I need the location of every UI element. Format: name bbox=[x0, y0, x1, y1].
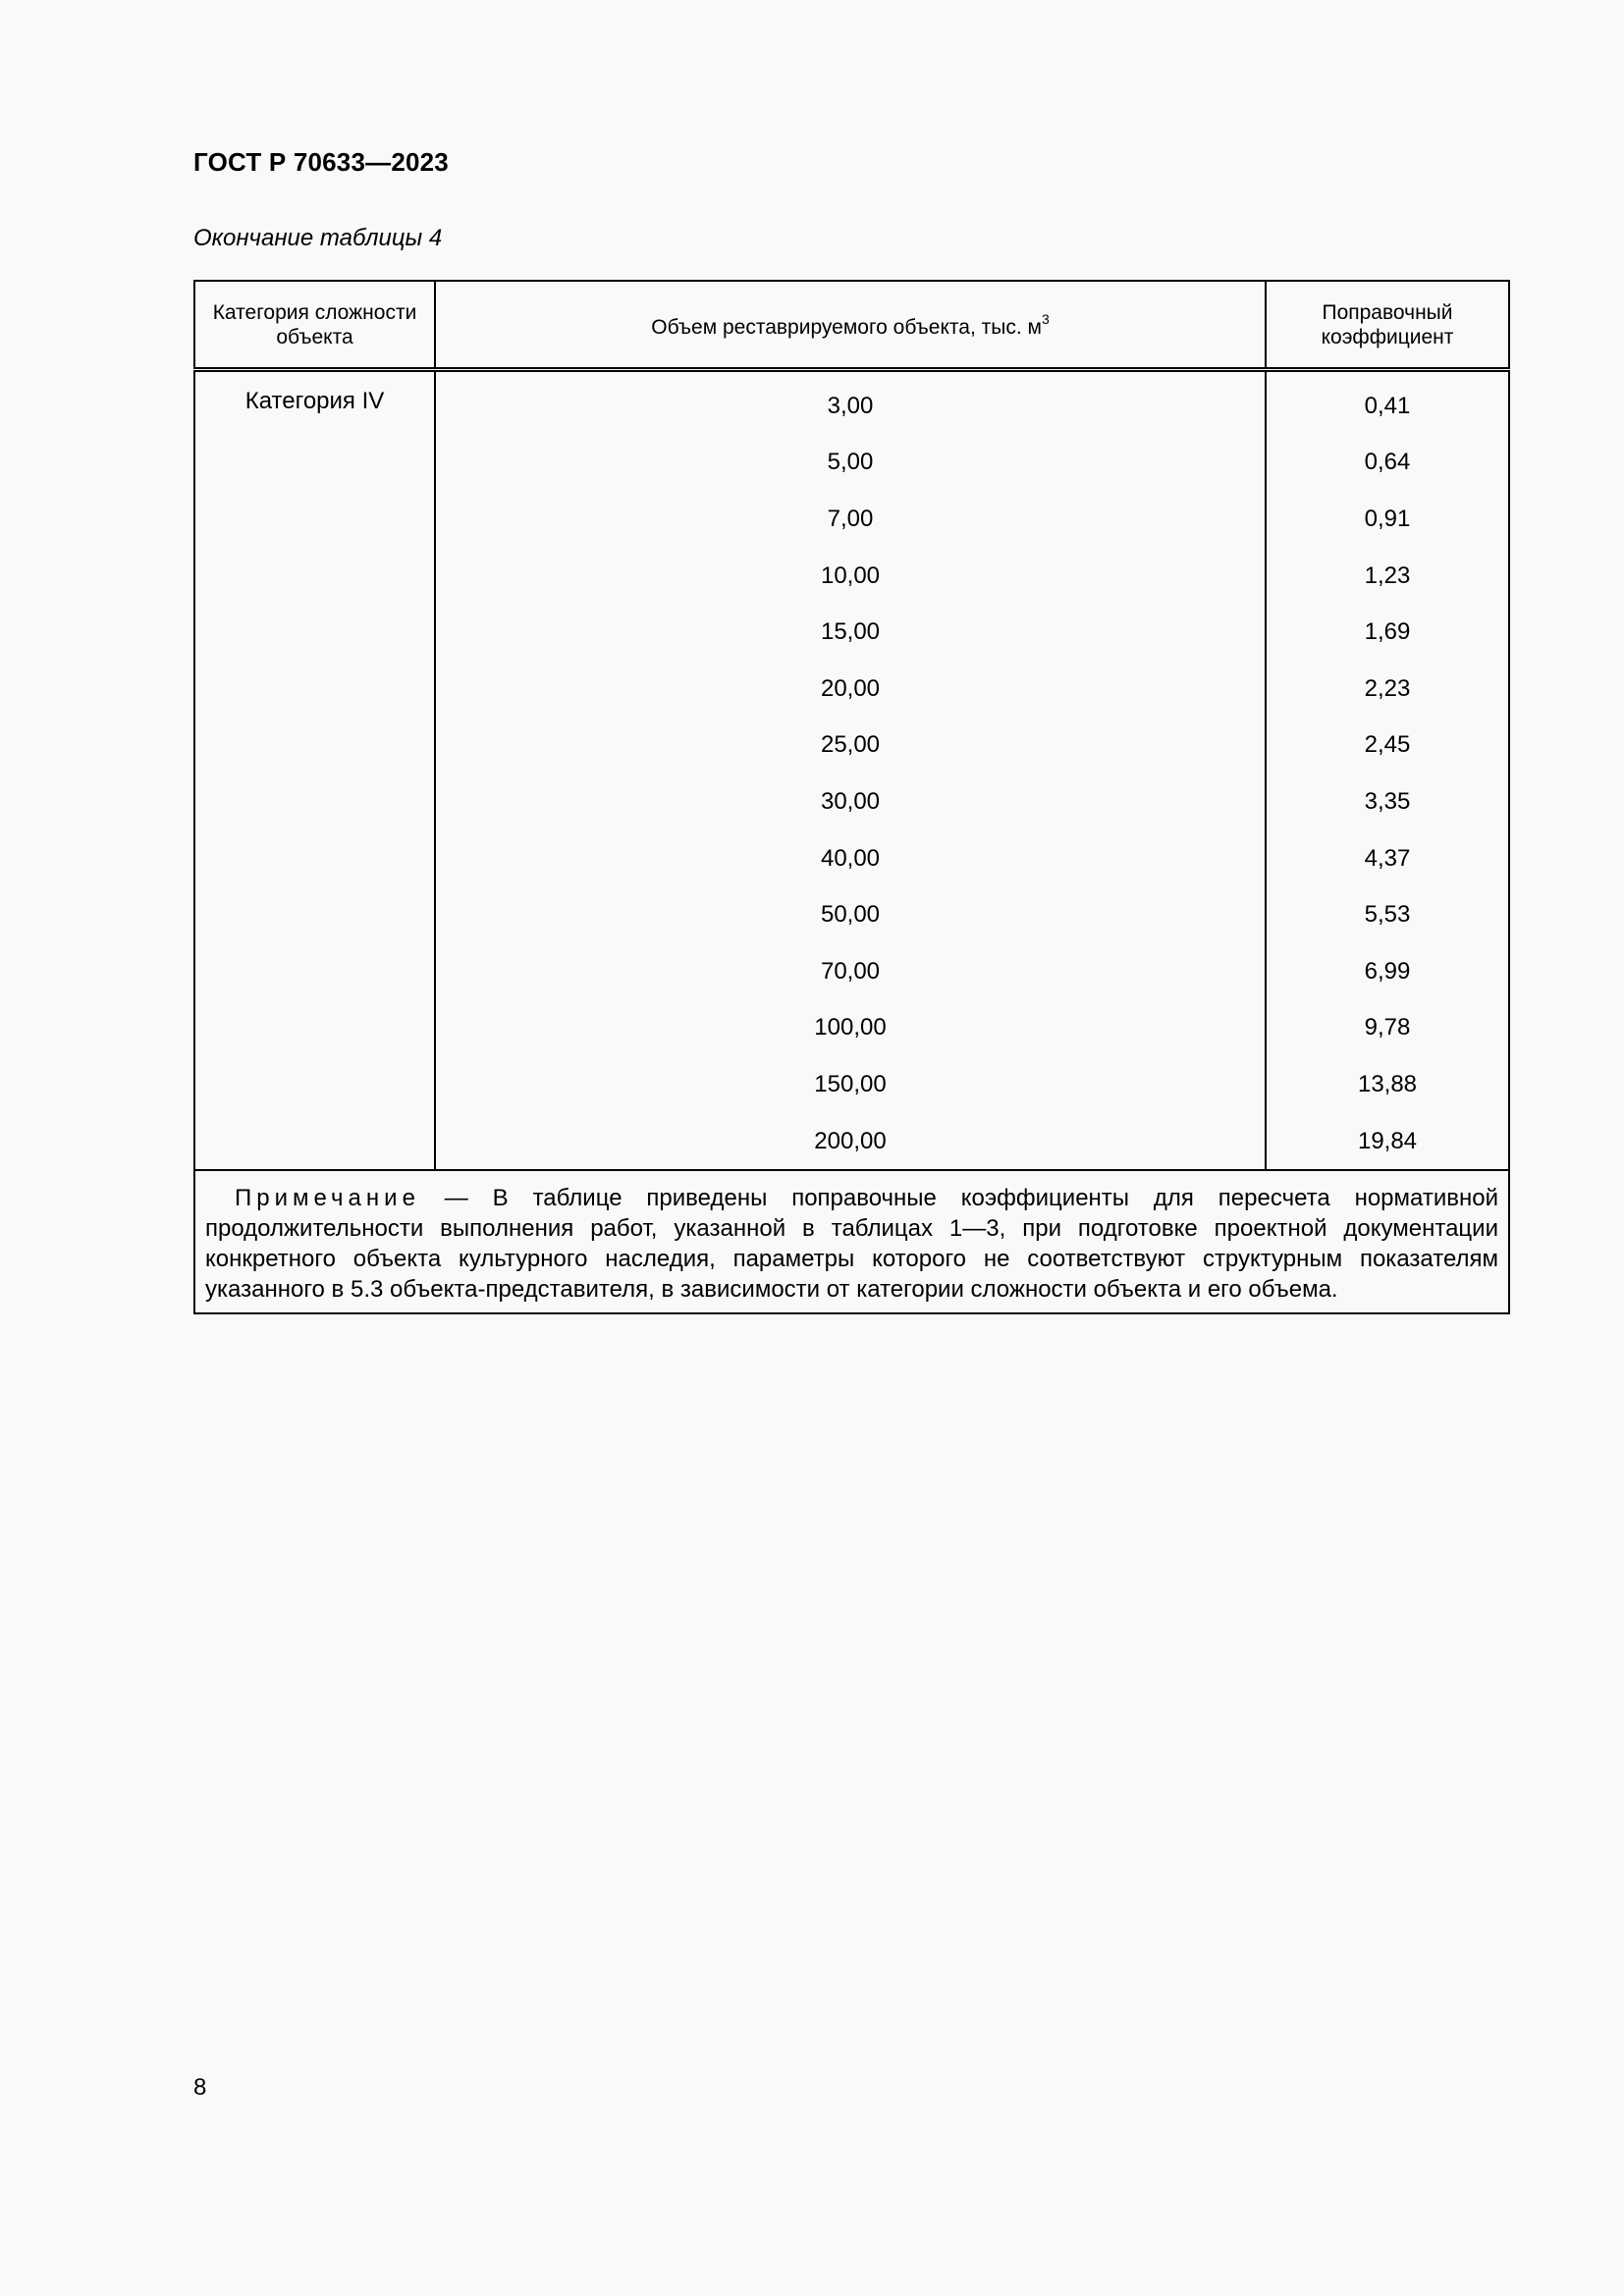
volume-cell: 3,00 bbox=[435, 370, 1266, 435]
header-category-label: Категория сложности объекта bbox=[212, 300, 417, 348]
coefficient-cell: 2,45 bbox=[1266, 718, 1509, 774]
table-body bbox=[194, 370, 1509, 1314]
header-coefficient-label: Поправочный коэффициент bbox=[1321, 300, 1454, 348]
volume-cell: 10,00 bbox=[435, 548, 1266, 605]
header-coefficient bbox=[1266, 281, 1509, 370]
volume-cell: 150,00 bbox=[435, 1056, 1266, 1113]
coefficient-cell: 1,23 bbox=[1266, 548, 1509, 605]
volume-cell: 30,00 bbox=[435, 774, 1266, 830]
table-note bbox=[194, 1170, 1509, 1313]
coefficient-cell: 3,35 bbox=[1266, 774, 1509, 830]
coefficient-cell: 0,41 bbox=[1266, 370, 1509, 435]
volume-cell: 40,00 bbox=[435, 830, 1266, 887]
volume-cell: 15,00 bbox=[435, 604, 1266, 661]
header-volume-label: Объем реставрируемого объекта, тыс. м bbox=[651, 316, 1042, 339]
coefficient-cell: 9,78 bbox=[1266, 1000, 1509, 1057]
volume-cell: 7,00 bbox=[435, 491, 1266, 548]
note-label: Примечание bbox=[235, 1185, 420, 1212]
volume-cell: 200,00 bbox=[435, 1113, 1266, 1171]
table-header-row bbox=[194, 281, 1509, 370]
note-row bbox=[194, 1170, 1509, 1313]
volume-cell: 50,00 bbox=[435, 886, 1266, 943]
coefficient-cell: 19,84 bbox=[1266, 1113, 1509, 1171]
coefficient-cell: 0,64 bbox=[1266, 435, 1509, 492]
volume-cell: 100,00 bbox=[435, 1000, 1266, 1057]
category-cell: Категория IV bbox=[194, 370, 435, 1171]
coefficient-cell: 5,53 bbox=[1266, 886, 1509, 943]
header-category bbox=[194, 281, 435, 370]
coefficient-cell: 13,88 bbox=[1266, 1056, 1509, 1113]
note-text: — В таблице приведены поправочные коэффициенты для пересчета нормативной продолжительности выполнения работ, указанной в таблицах 1—3, при подготовке проектной документации конкретного объекта культурного наследия, параметры которого не соответствуют структурным показателям указанного в 5.3 объекта-представителя, в зависимости от категории сложности объекта и его объема. bbox=[205, 1185, 1498, 1304]
table-caption: Окончание таблицы 4 bbox=[193, 225, 443, 251]
coefficient-cell: 6,99 bbox=[1266, 943, 1509, 1000]
header-volume-superscript: 3 bbox=[1041, 311, 1050, 327]
volume-cell: 20,00 bbox=[435, 661, 1266, 718]
page-number: 8 bbox=[193, 2074, 207, 2101]
header-volume bbox=[435, 281, 1266, 370]
coefficient-cell: 2,23 bbox=[1266, 661, 1509, 718]
table-row bbox=[194, 370, 1509, 435]
coefficient-cell: 4,37 bbox=[1266, 830, 1509, 887]
volume-cell: 5,00 bbox=[435, 435, 1266, 492]
document-code: ГОСТ Р 70633—2023 bbox=[193, 147, 449, 177]
volume-cell: 70,00 bbox=[435, 943, 1266, 1000]
coefficient-table bbox=[193, 280, 1510, 1314]
coefficient-cell: 0,91 bbox=[1266, 491, 1509, 548]
coefficient-cell: 1,69 bbox=[1266, 604, 1509, 661]
volume-cell: 25,00 bbox=[435, 718, 1266, 774]
